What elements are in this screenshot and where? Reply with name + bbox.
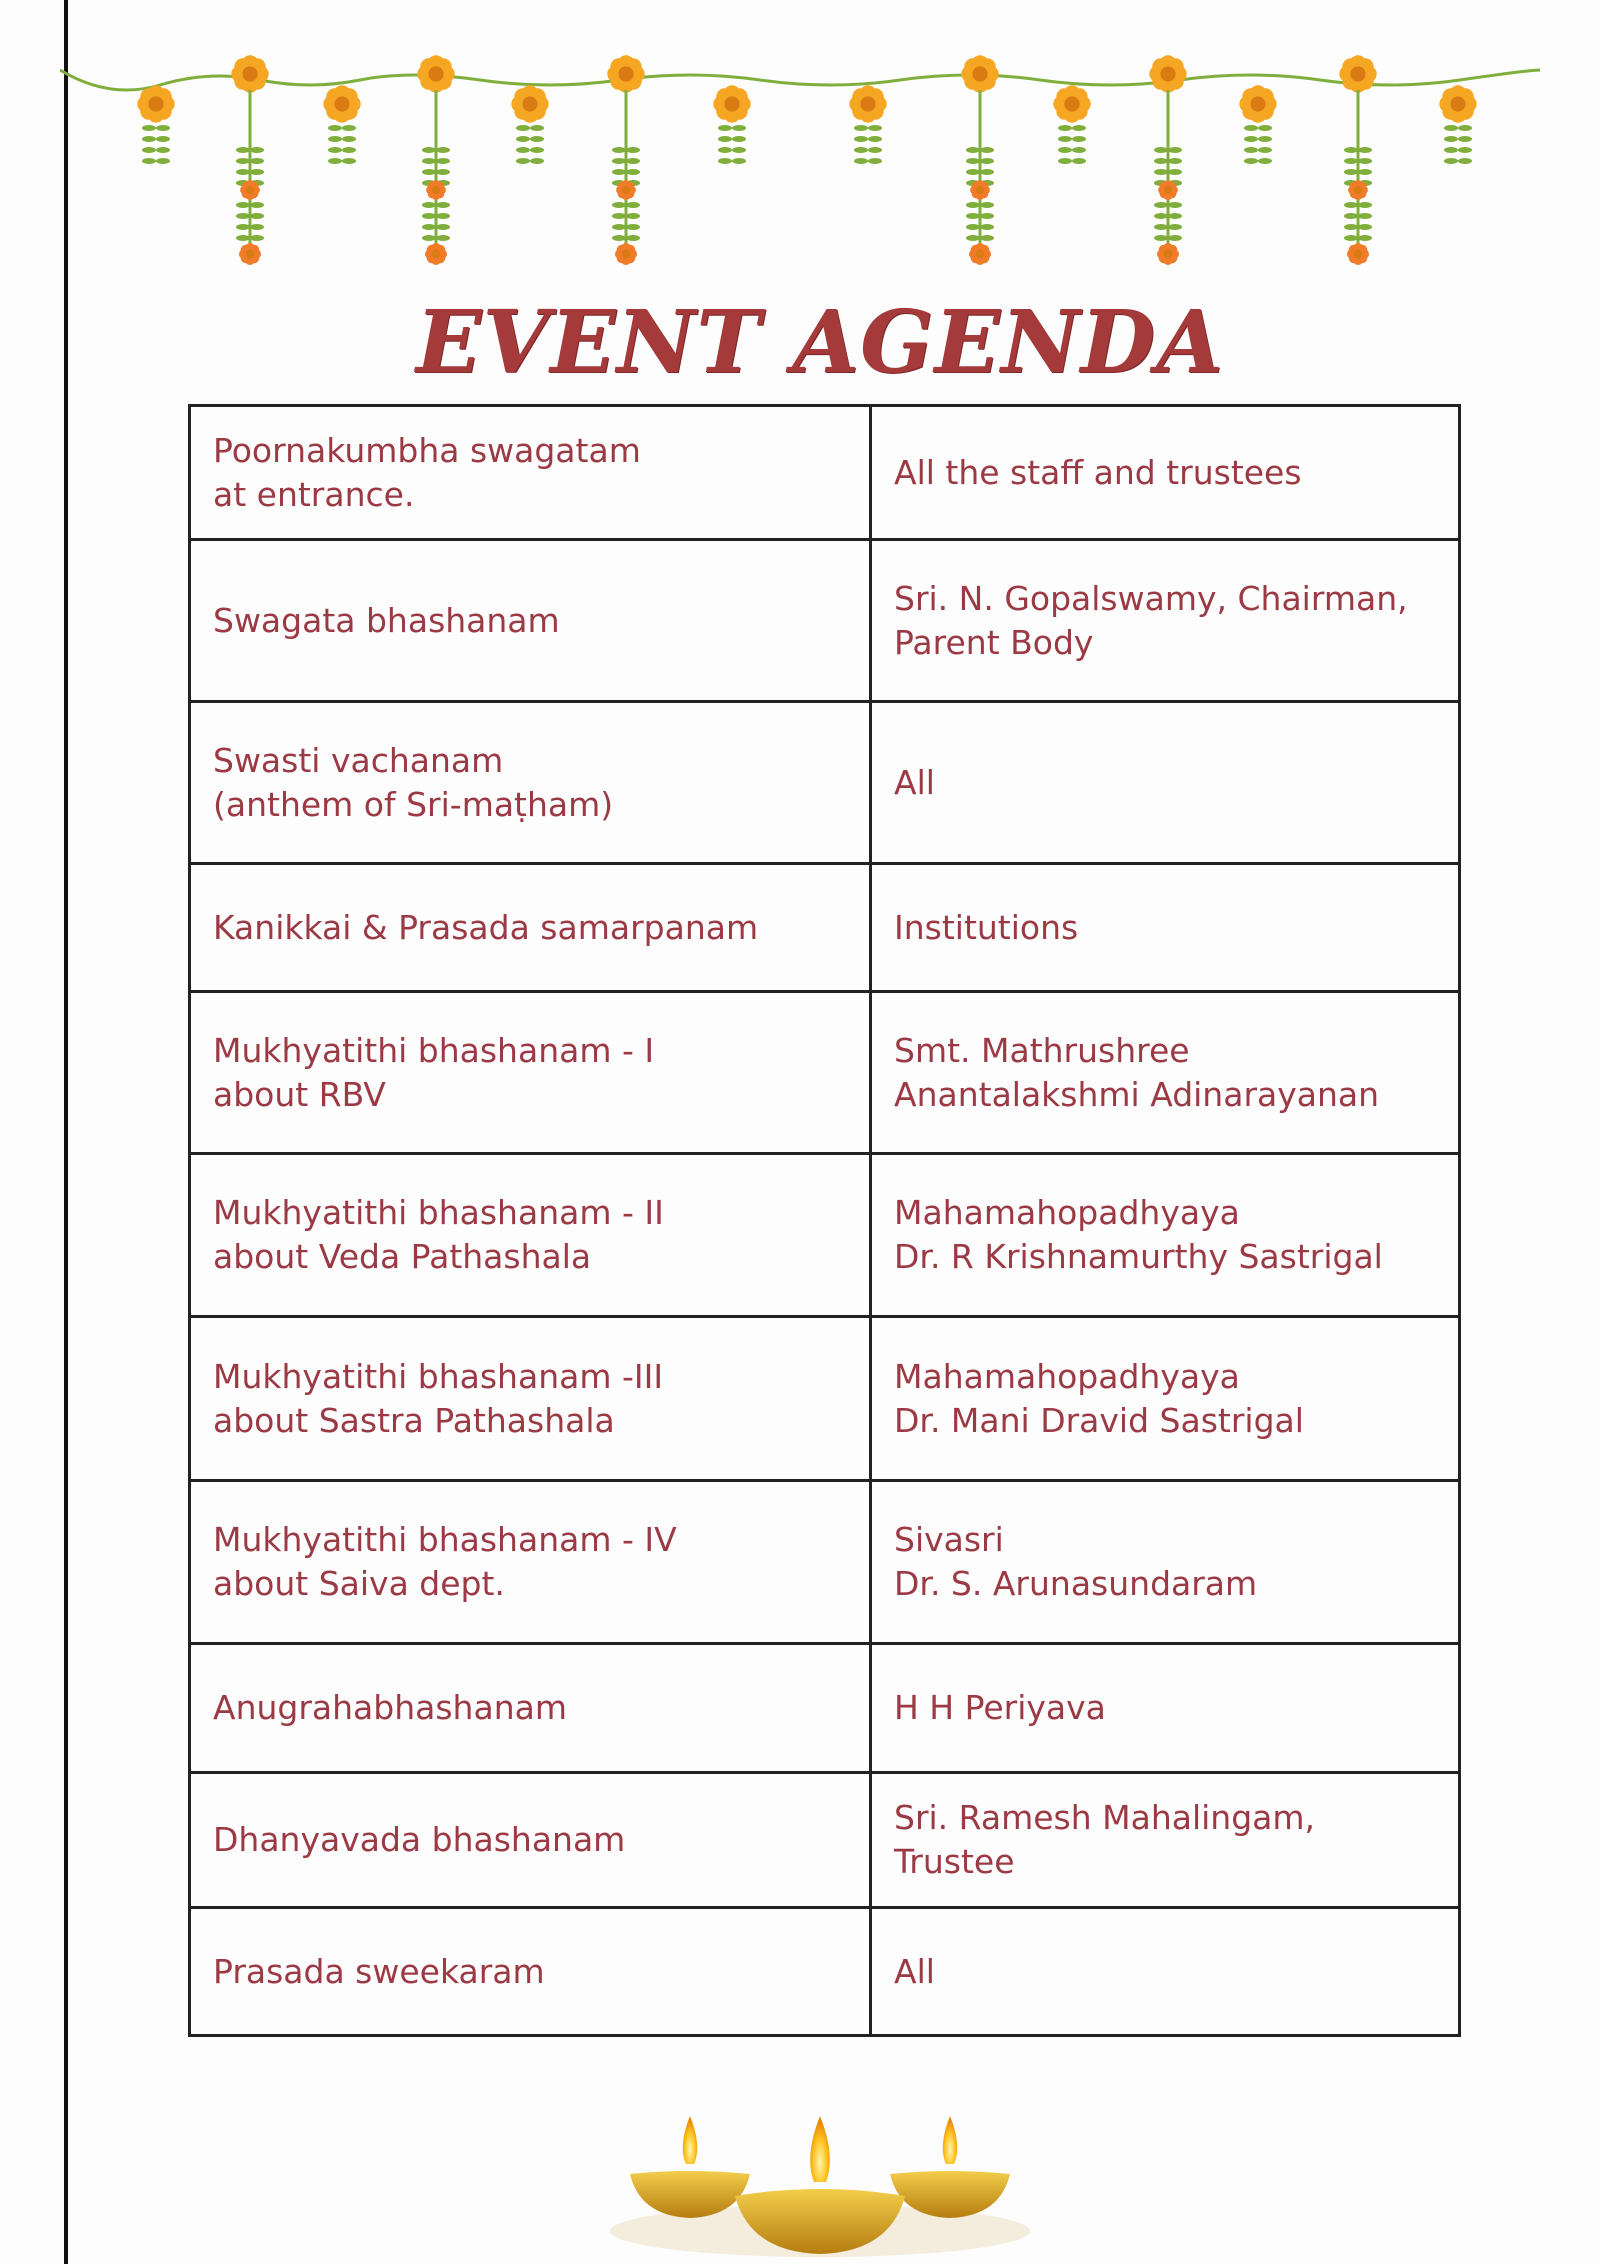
diya-right: [890, 2116, 1010, 2218]
orange-flower: [970, 180, 990, 200]
agenda-speaker: Mahamahopadhyaya Dr. R Krishnamurthy Sastrigal: [871, 1154, 1460, 1317]
orange-flower: [240, 180, 260, 200]
agenda-speaker: Sri. Ramesh Mahalingam, Trustee: [871, 1773, 1460, 1908]
marigold-flower: [1439, 85, 1476, 122]
leaf-cluster: [142, 125, 170, 164]
leaf-cluster: [328, 125, 356, 164]
orange-flower: [969, 243, 991, 265]
diya-center: [735, 2116, 905, 2254]
leaf-cluster: [1058, 125, 1086, 164]
table-row: [190, 540, 1460, 702]
marigold-flower: [417, 55, 454, 92]
agenda-item: Swagata bhashanam: [190, 540, 871, 702]
marigold-garland-icon: [60, 40, 1540, 290]
table-row: [190, 1908, 1460, 2036]
marigold-flower: [713, 85, 750, 122]
orange-flower: [426, 180, 446, 200]
leaf-cluster: [516, 125, 544, 164]
marigold-flower: [1339, 55, 1376, 92]
marigold-flower: [607, 55, 644, 92]
table-row: [190, 864, 1460, 992]
marigold-flower: [231, 55, 268, 92]
agenda-item: Mukhyatithi bhashanam - II about Veda Pathashala: [190, 1154, 871, 1317]
agenda-item: Poornakumbha swagatam at entrance.: [190, 406, 871, 540]
agenda-item: Kanikkai & Prasada samarpanam: [190, 864, 871, 992]
orange-flower: [239, 243, 261, 265]
orange-flower: [1158, 180, 1178, 200]
agenda-speaker: H H Periyava: [871, 1644, 1460, 1773]
agenda-speaker: Smt. Mathrushree Anantalakshmi Adinarayanan: [871, 992, 1460, 1154]
diya-left: [630, 2116, 750, 2218]
table-row: [190, 1481, 1460, 1644]
agenda-speaker: Sri. N. Gopalswamy, Chairman, Parent Body: [871, 540, 1460, 702]
agenda-speaker: All: [871, 702, 1460, 864]
agenda-item: Prasada sweekaram: [190, 1908, 871, 2036]
agenda-item: Anugrahabhashanam: [190, 1644, 871, 1773]
marigold-flower: [961, 55, 998, 92]
orange-flower: [1348, 180, 1368, 200]
diya-lamps-icon: [590, 2056, 1050, 2264]
agenda-speaker: Mahamahopadhyaya Dr. Mani Dravid Sastrigal: [871, 1317, 1460, 1481]
agenda-item: Mukhyatithi bhashanam -III about Sastra Pathashala: [190, 1317, 871, 1481]
agenda-item: Mukhyatithi bhashanam - I about RBV: [190, 992, 871, 1154]
page-title: EVENT AGENDA: [415, 292, 1224, 393]
marigold-flower: [1149, 55, 1186, 92]
agenda-table: [188, 404, 1461, 2037]
table-row: [190, 406, 1460, 540]
table-row: [190, 1644, 1460, 1773]
orange-flower: [1157, 243, 1179, 265]
leaf-cluster: [1244, 125, 1272, 164]
orange-flower: [1347, 243, 1369, 265]
leaf-cluster: [854, 125, 882, 164]
table-row: [190, 702, 1460, 864]
agenda-speaker: Institutions: [871, 864, 1460, 992]
marigold-flower: [849, 85, 886, 122]
leaf-cluster: [1444, 125, 1472, 164]
orange-flower: [615, 243, 637, 265]
agenda-speaker: Sivasri Dr. S. Arunasundaram: [871, 1481, 1460, 1644]
marigold-flower: [323, 85, 360, 122]
marigold-flower: [511, 85, 548, 122]
agenda-speaker: All the staff and trustees: [871, 406, 1460, 540]
leaf-cluster: [718, 125, 746, 164]
table-row: [190, 1317, 1460, 1481]
table-row: [190, 1154, 1460, 1317]
agenda-speaker: All: [871, 1908, 1460, 2036]
orange-flower: [616, 180, 636, 200]
marigold-flower: [1239, 85, 1276, 122]
agenda-item: Swasti vachanam (anthem of Sri-maṭham): [190, 702, 871, 864]
marigold-flower: [137, 85, 174, 122]
agenda-item: Mukhyatithi bhashanam - IV about Saiva dept.: [190, 1481, 871, 1644]
marigold-flower: [1053, 85, 1090, 122]
table-row: [190, 1773, 1460, 1908]
agenda-item: Dhanyavada bhashanam: [190, 1773, 871, 1908]
orange-flower: [425, 243, 447, 265]
garland-string: [60, 70, 1540, 90]
table-row: [190, 992, 1460, 1154]
